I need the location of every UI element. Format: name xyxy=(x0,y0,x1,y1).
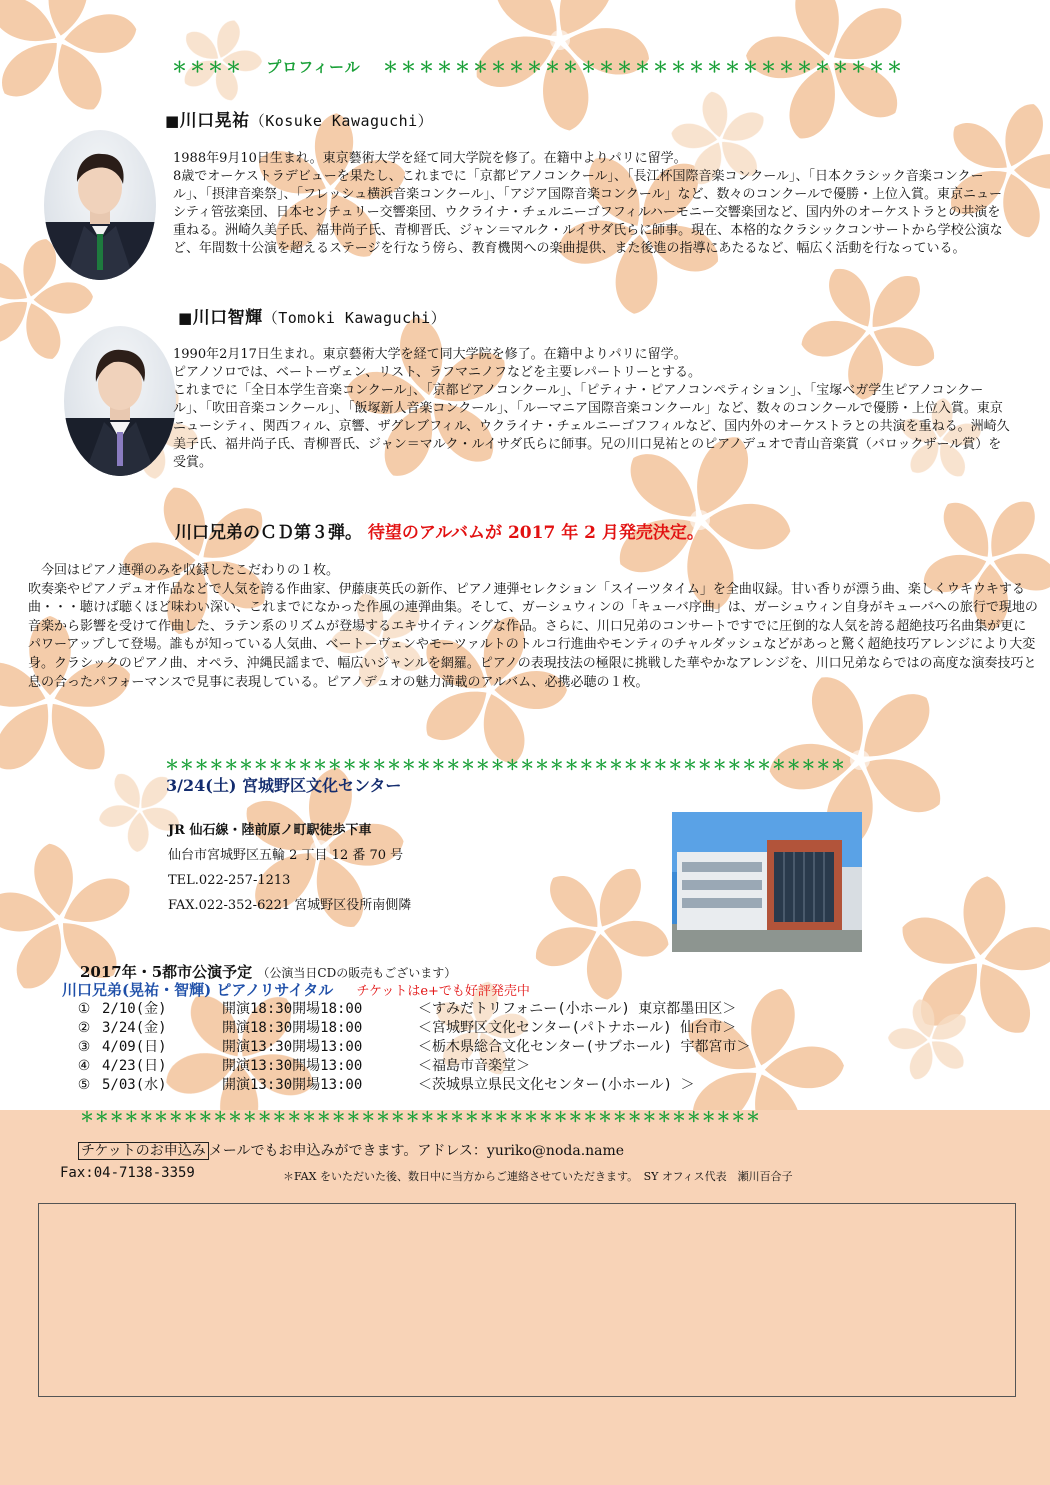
schedule-row xyxy=(66,1038,750,1057)
blossom-center xyxy=(850,750,870,770)
bio-line: ピアノソロでは、ベートーヴェン、リスト、ラフマニノフなどを主要レパートリーとする。 xyxy=(173,365,702,380)
row-place: ＜福島市音楽堂＞ xyxy=(418,1058,530,1074)
blossom-center xyxy=(550,30,570,50)
recital-title: 川口兄弟(晃祐・智輝) ピアノリサイタル xyxy=(62,981,334,999)
venue-date: 3/24(土) xyxy=(166,776,237,795)
venue-name: 宮城野区文化センター xyxy=(241,776,402,795)
cd-paragraph: 吹奏楽やピアノデュオ作品などで人気を誇る作曲家、伊藤康英氏の新作、ピアノ連弾セレクション「スイーツタイム」を全曲収録。甘い香りが漂う曲、楽しくウキウキする曲・・・聴けば聴くほど味わい深い、これまでになかった作風の連弾曲集。そして、ガーシュウィンの「キューバ序曲」は、ガーシュウィン自身がキューバへの旅行で現地の音楽から影響を受けて作曲した、ラテン系のリズムが登場するエキサイティングな作品。さらに、川口兄弟のコンサートですでに圧倒的な人気を誇る超絶技巧名曲集が更にパワーアップして登場。誰もが知っている人気曲、ベートーヴェンやモーツァルトのトルコ行進曲やモンティのチャルダッシュなどがあっと驚く超絶技巧アレンジにより大変身。クラシックのピアノ曲、オペラ、沖縄民謡まで、幅広いジャンルを網羅。ピアノの表現技法の極限に挑戦した華やかなアレンジを、川口兄弟ならではの高度な演奏技巧と息の合ったパフォーマンスで見事に表現している。ピアノデュオの魅力満載のアルバム、必携必聴の１枚。 xyxy=(28,581,1038,690)
schedule-subtitle xyxy=(62,979,530,1000)
order-email-text: メールでもお申込みができます。アドレス：yuriko@noda.name xyxy=(208,1143,625,1159)
row-place: ＜すみだトリフォニー(小ホール) 東京都墨田区＞ xyxy=(418,1001,737,1017)
row-time: 開演18:30開場18:00 xyxy=(222,1020,363,1036)
venue-fax: FAX.022-352-6221 宮城野区役所南側隣 xyxy=(168,898,412,913)
cd-description xyxy=(28,562,1038,692)
row-time: 開演13:30開場13:00 xyxy=(222,1039,363,1055)
row-time: 開演13:30開場13:00 xyxy=(222,1077,363,1093)
row-time: 開演13:30開場13:00 xyxy=(222,1058,363,1074)
row-number: ④ xyxy=(77,1058,91,1074)
bio-line: 1988年9月10日生まれ。東京藝術大学を経て同大学院を修了。在籍中よりパリに留学。 xyxy=(173,151,687,166)
header-stars-left: ＊＊＊＊ xyxy=(172,58,245,76)
venue-title xyxy=(166,773,401,796)
row-date: 5/03(水) xyxy=(102,1077,167,1093)
row-date: 4/09(日) xyxy=(102,1039,167,1055)
ticket-order-label: チケットのお申込み xyxy=(78,1142,209,1160)
blossom xyxy=(436,0,687,162)
schedule-row xyxy=(66,1057,750,1076)
order-form xyxy=(38,1203,1016,1397)
bio-paragraph: 8歳でオーケストラデビューを果たし、これまでに「京都ピアノコンクール」、「長江杯国際音楽コンクール」、「日本クラシック音楽コンクール」、「摂津音楽祭」、「フレッシュ横浜音楽コンクール」、「アジア国際音楽コンクール」など、数々のコンクールで優勝・上位入賞。東京ニューシティ管弦楽団、日本センチュリー交響楽団、ウクライナ・チェルニーゴフフィルハーモニー交響楽団など、国内外のオーケストラとの共演を重ねる。洲崎久美子氏、福井尚子氏、青柳晋氏、ジャン＝マルク・ルイサダ氏らに師事。現在、本格的なクラシックコンサートから学校公演など、年間数十公演を超えるステージを行なう傍ら、教育機関への楽曲提供、また後進の指導にあたるなど、幅広く活動を行なっている。 xyxy=(173,169,1003,256)
kosuke-photo xyxy=(44,130,156,280)
schedule-row xyxy=(66,1000,750,1019)
cd-intro: 今回はピアノ連弾のみを収録したこだわりの１枚。 xyxy=(28,563,339,578)
bio-kosuke xyxy=(173,150,1013,258)
divider-stars: ＊＊＊＊＊＊＊＊＊＊＊＊＊＊＊＊＊＊＊＊＊＊＊＊＊＊＊＊＊＊＊＊＊＊＊＊＊＊＊＊＊＊＊＊＊＊ xyxy=(165,758,846,774)
schedule-list xyxy=(66,1000,750,1095)
venue-address: 仙台市宮城野区五輪 2 丁目 12 番 70 号 xyxy=(168,848,404,863)
header-stars-right: ＊＊＊＊＊＊＊＊＊＊＊＊＊＊＊＊＊＊＊＊＊＊＊＊＊＊＊＊＊ xyxy=(383,58,906,76)
venue-photo xyxy=(672,812,862,952)
schedule-title-main: 2017年・5都市公演予定 xyxy=(80,963,253,981)
blossom xyxy=(887,869,1050,1048)
row-date: 3/24(金) xyxy=(102,1020,167,1036)
order-fax-note: ＊FAX をいただいた後、数日中に当方からご連絡させていただきます。 SY オフィス代表 瀬川百合子 xyxy=(283,1170,793,1183)
profile-title: プロフィール xyxy=(266,58,361,76)
divider-stars-bottom: ＊＊＊＊＊＊＊＊＊＊＊＊＊＊＊＊＊＊＊＊＊＊＊＊＊＊＊＊＊＊＊＊＊＊＊＊＊＊＊＊＊＊＊＊＊＊ xyxy=(80,1110,761,1126)
bio-tomoki xyxy=(173,346,1013,472)
row-number: ⑤ xyxy=(77,1077,91,1093)
name-roman: （Kosuke Kawaguchi） xyxy=(249,112,434,130)
order-fax: Fax:04-7138-3359 xyxy=(60,1165,195,1181)
tomoki-photo xyxy=(64,326,176,476)
cd-heading-release: 待望のアルバムが 2017 年 2 月発売決定。 xyxy=(367,523,704,543)
venue-info xyxy=(168,818,411,918)
venue-tel: TEL.022-257-1213 xyxy=(168,873,291,888)
profile-name-kosuke: ■川口晃祐（Kosuke Kawaguchi） xyxy=(165,111,434,131)
schedule-note: （公演当日CDの販売もございます） xyxy=(257,966,457,980)
profile-header xyxy=(172,56,905,77)
profile-name-tomoki: ■川口智輝（Tomoki Kawaguchi） xyxy=(178,308,447,328)
bio-paragraph: これまでに「全日本学生音楽コンクール」、「京都ピアノコンクール」、「ピティナ・ピアノコンペティション」、「宝塚ベガ学生ピアノコンクール」、「吹田音楽コンクール」、「飯塚新人音楽コンクール」、「ルーマニア国際音楽コンクール」など、数々のコンクールで優勝・上位入賞。東京ニューシティ、関西フィル、京響、ザグレブフィル、ウクライナ・チェルニーゴフフィルなど、国内外のオーケストラとの共演を重ねる。洲崎久美子氏、福井尚子氏、青柳晋氏、ジャン＝マルク・ルイサダ氏らに師事。兄の川口晃祐とのピアノデュオで青山音楽賞（バロックザール賞）を受賞。 xyxy=(173,383,1010,470)
order-line xyxy=(78,1140,624,1160)
row-place: ＜宮城野区文化センター(パトナホール) 仙台市＞ xyxy=(418,1020,737,1036)
blossom xyxy=(504,833,697,1023)
row-number: ③ xyxy=(77,1039,91,1055)
blossom xyxy=(725,0,934,160)
sale-note: チケットはe+でも好評発売中 xyxy=(356,984,530,999)
blossom xyxy=(0,0,151,126)
venue-access: JR 仙石線・陸前原ノ町駅徒歩下車 xyxy=(168,823,372,838)
name-roman: （Tomoki Kawaguchi） xyxy=(262,309,447,327)
row-place: ＜茨城県立県民文化センター(小ホール) ＞ xyxy=(418,1077,695,1093)
schedule-row xyxy=(66,1076,750,1095)
cd-heading-main: 川口兄弟のＣＤ第３弾。 xyxy=(175,523,362,543)
row-date: 2/10(金) xyxy=(102,1001,167,1017)
bio-line: 1990年2月17日生まれ。東京藝術大学を経て同大学院を修了。在籍中よりパリに留学。 xyxy=(173,347,687,362)
row-time: 開演18:30開場18:00 xyxy=(222,1001,363,1017)
name-kanji: 川口晃祐 xyxy=(179,111,250,131)
row-number: ① xyxy=(77,1001,91,1017)
row-number: ② xyxy=(77,1020,91,1036)
row-place: ＜栃木県総合文化センター(サブホール) 宇都宮市＞ xyxy=(418,1039,751,1055)
cd-heading xyxy=(175,518,704,543)
name-kanji: 川口智輝 xyxy=(192,308,263,328)
schedule-row xyxy=(66,1019,750,1038)
row-date: 4/23(日) xyxy=(102,1058,167,1074)
